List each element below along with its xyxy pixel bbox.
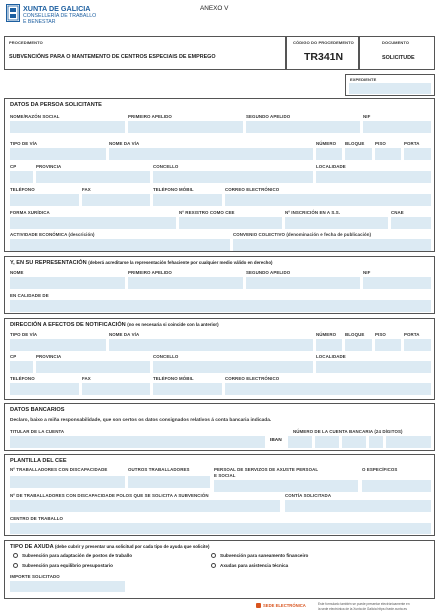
section-notification-heading: DIRECCIÓN A EFECTOS DE NOTIFICACIÓN (10, 322, 126, 328)
porta-field[interactable] (404, 148, 431, 160)
piso-field[interactable] (375, 148, 401, 160)
label-n-provincia: PROVINCIA (36, 354, 62, 359)
procedure-label: PROCEDIMENTO (9, 40, 43, 45)
expediente-field[interactable] (349, 83, 431, 94)
nome-field[interactable] (10, 121, 125, 133)
procedure-box (4, 36, 286, 70)
section-aid-type-heading: TIPO DE AXUDA (10, 544, 54, 550)
label-centro: CENTRO DE TRABALLO (10, 516, 64, 521)
section-representative (4, 256, 435, 314)
section-representative-note: (deberá acreditarse la representación fehaciente por cualquier medio válido en derecho) (88, 260, 273, 265)
n-tipovia-field[interactable] (10, 339, 106, 351)
titular-field[interactable] (10, 436, 265, 448)
section-applicant-title: DATOS DA PERSOA SOLICITANTE (10, 102, 102, 108)
label-saneamento: Subvención para saneamento financeiro (220, 553, 309, 558)
code-value: TR341N (304, 51, 344, 63)
label-cp: CP (10, 164, 17, 169)
dept-line2: E BENESTAR (23, 19, 56, 25)
concello-field[interactable] (153, 171, 313, 183)
section-notification-title (10, 322, 219, 328)
label-forma: FORMA XURÍDICA (10, 210, 50, 215)
label-n-bloque: BLOQUE (345, 332, 365, 337)
label-n-cp: CP (10, 354, 17, 359)
n-movil-field[interactable] (153, 383, 222, 395)
n-localidade-field[interactable] (316, 361, 431, 373)
forma-field[interactable] (10, 217, 176, 229)
actividade-field[interactable] (10, 239, 230, 251)
label-actividade: ACTIVIDADE ECONÓMICA (descrición) (10, 232, 95, 237)
section-representative-heading: Y, EN SU REPRESENTACIÓN (10, 260, 87, 266)
label-n-nomevia: NOME DA VÍA (109, 332, 140, 337)
section-aid-type (4, 540, 435, 599)
ncee-field[interactable] (179, 217, 282, 229)
bloque-field[interactable] (345, 148, 372, 160)
label-provincia: PROVINCIA (36, 164, 62, 169)
n-concello-field[interactable] (153, 361, 313, 373)
apelido2-field[interactable] (246, 121, 360, 133)
telefono-field[interactable] (10, 194, 79, 206)
document-box (359, 36, 435, 70)
radio-saneamento[interactable] (211, 553, 216, 558)
label-apelido2: SEGUNDO APELIDO (246, 114, 291, 119)
label-disc: Nº TRABALLADORES CON DISCAPACIDADE (10, 467, 108, 472)
email-field[interactable] (225, 194, 431, 206)
sede-label: SEDE ELECTRÓNICA (263, 603, 306, 608)
label-n-tipovia: TIPO DE VÍA (10, 332, 38, 337)
section-staff (4, 454, 435, 536)
label-nss: Nº INSCRICIÓN EN A S.S. (285, 210, 341, 215)
rep-nome-field[interactable] (10, 277, 125, 289)
footer-text-1: Este formulario también se puede presentar electrónicamente en (318, 602, 410, 606)
expediente-label: EXPEDIENTE (350, 77, 377, 82)
label-titular: TITULAR DE LA CUENTA (10, 429, 65, 434)
label-rep-nif: NIF (363, 270, 371, 275)
rep-apelido2-field[interactable] (246, 277, 360, 289)
nsolic-field[interactable] (10, 500, 280, 512)
nomevia-field[interactable] (109, 148, 313, 160)
section-applicant (4, 98, 435, 252)
label-n-localidade: LOCALIDADE (316, 354, 346, 359)
label-calidade: EN CALIDADE DE (10, 293, 49, 298)
label-n-concello: CONCELLO (153, 354, 179, 359)
iban-field[interactable] (288, 436, 312, 448)
label-email: CORREO ELECTRÓNICO (225, 187, 280, 192)
label-nomevia: NOME DA VÍA (109, 141, 140, 146)
label-persoal2: E SOCIAL (214, 473, 236, 478)
label-concello: CONCELLO (153, 164, 179, 169)
n-nomevia-field[interactable] (109, 339, 313, 351)
radio-adaptacion[interactable] (13, 553, 18, 558)
section-aid-type-title (10, 544, 209, 550)
entity-field[interactable] (315, 436, 339, 448)
n-piso-field[interactable] (375, 339, 401, 351)
n-email-field[interactable] (225, 383, 431, 395)
label-outros: OUTROS TRABALLADORES (128, 467, 190, 472)
nif-field[interactable] (363, 121, 431, 133)
label-especificos: O ESPECÍFICOS (362, 467, 398, 472)
fax-field[interactable] (82, 194, 150, 206)
label-asistencia: Axudas para asistencia técnica (220, 563, 289, 568)
n-numero-field[interactable] (316, 339, 342, 351)
label-rep-apelido2: SEGUNDO APELIDO (246, 270, 291, 275)
tipovia-field[interactable] (10, 148, 106, 160)
label-fax: FAX (82, 187, 91, 192)
code-box (286, 36, 359, 70)
section-notification (4, 318, 435, 400)
label-n-fax: FAX (82, 376, 91, 381)
label-persoal1: PERSOAL DE SERVIZOS DE AXUSTE PERSOAL (214, 467, 319, 472)
nss-field[interactable] (285, 217, 388, 229)
label-tipovia: TIPO DE VÍA (10, 141, 38, 146)
label-apelido1: PRIMEIRO APELIDO (128, 114, 172, 119)
label-equilibrio: Subvención para equilibrio presupostario (22, 563, 113, 568)
radio-asistencia[interactable] (211, 563, 216, 568)
importe-field[interactable] (10, 581, 125, 592)
section-bank-title: DATOS BANCARIOS (10, 407, 65, 413)
section-notification-note: (no es necesaria si coincide con la anterior) (127, 322, 219, 327)
bank-declaration: Declaro, baixo a miña responsabilidade, que son certos os datos consignados relativos á conta bancaria indicada. (10, 418, 272, 423)
label-cnae: CNAE (391, 210, 404, 215)
localidade-field[interactable] (316, 171, 431, 183)
label-nif: NIF (363, 114, 371, 119)
label-n-email: CORREO ELECTRÓNICO (225, 376, 280, 381)
especificos-field[interactable] (362, 480, 431, 492)
n-provincia-field[interactable] (36, 361, 150, 373)
provincia-field[interactable] (36, 171, 150, 183)
apelido1-field[interactable] (128, 121, 243, 133)
rep-nif-field[interactable] (363, 277, 431, 289)
dept-line1: CONSELLERÍA DE TRABALLO (23, 13, 97, 19)
label-n-movil: TELÉFONO MÓBIL (153, 376, 194, 381)
label-localidade: LOCALIDADE (316, 164, 346, 169)
footer-text-2: la sede electrónica de la Xunta de Galicia https://sede.xunta.es (318, 607, 407, 611)
org-name: XUNTA DE GALICIA (23, 4, 91, 13)
label-n-numero: NÚMERO (316, 332, 337, 337)
rep-apelido1-field[interactable] (128, 277, 243, 289)
n-telefono-field[interactable] (10, 383, 79, 395)
cp-field[interactable] (10, 171, 33, 183)
n-cp-field[interactable] (10, 361, 33, 373)
expediente-box (345, 74, 435, 96)
label-convenio: CONVENIO COLECTIVO (denominación e fecha de publicación) (233, 232, 372, 237)
office-field[interactable] (342, 436, 366, 448)
label-rep-apelido1: PRIMEIRO APELIDO (128, 270, 172, 275)
label-adaptacion: Subvención para adaptación de postos de traballo (22, 553, 133, 558)
document-label: DOCUMENTO (382, 40, 410, 45)
cnae-field[interactable] (391, 217, 431, 229)
annex-label: ANEXO V (200, 5, 229, 12)
label-telefono: TELÉFONO (10, 187, 35, 192)
coat-of-arms-icon (7, 5, 19, 21)
persoal-field[interactable] (214, 480, 358, 492)
xunta-logo (6, 4, 20, 22)
label-contia: CONTÍA SOLICITADA (285, 493, 332, 498)
section-bank (4, 403, 435, 451)
movil-field[interactable] (153, 194, 222, 206)
label-rep-nome: NOME (10, 270, 24, 275)
disc-field[interactable] (10, 476, 125, 488)
outros-field[interactable] (128, 476, 210, 488)
label-importe: IMPORTE SOLICITADO (10, 574, 60, 579)
code-label: CÓDIGO DO PROCEDEMENTO (293, 40, 354, 45)
section-aid-type-note: (debe cubrir y presentar una solicitud por cada tipo de ayuda que solicite) (54, 544, 210, 549)
label-movil: TELÉFONO MÓBIL (153, 187, 194, 192)
label-n-porta: PORTA (404, 332, 420, 337)
label-porta: PORTA (404, 141, 420, 146)
label-numero: NÚMERO (316, 141, 337, 146)
n-porta-field[interactable] (404, 339, 431, 351)
account-field[interactable] (386, 436, 431, 448)
iban-label: IBAN (270, 438, 282, 443)
n-bloque-field[interactable] (345, 339, 372, 351)
contia-field[interactable] (285, 500, 431, 512)
convenio-field[interactable] (233, 239, 431, 251)
calidade-field[interactable] (10, 300, 431, 312)
label-nsolic: Nº DE TRABALLADORES CON DISCAPACIDADE POLOS QUE SE SOLICITA A SUBVENCIÓN (10, 493, 209, 498)
label-piso: PISO (375, 141, 386, 146)
radio-equilibrio[interactable] (13, 563, 18, 568)
dc-field[interactable] (369, 436, 383, 448)
numero-field[interactable] (316, 148, 342, 160)
section-representative-title (10, 260, 272, 266)
label-n-piso: PISO (375, 332, 386, 337)
label-n-telefono: TELÉFONO (10, 376, 35, 381)
document-value: SOLICITUDE (382, 55, 415, 61)
label-nome: NOME/RAZÓN SOCIAL (10, 114, 60, 119)
label-numero-conta: NÚMERO DE LA CUENTA BANCARIA (24 DÍGITOS) (293, 429, 403, 434)
section-staff-title: PLANTILLA DEL CEE (10, 458, 67, 464)
label-ncee: Nº REXISTRO COMO CEE (179, 210, 235, 215)
sede-icon (256, 603, 261, 608)
procedure-title: SUBVENCIÓNS PARA O MANTEMENTO DE CENTROS ESPECIAIS DE EMPREGO (9, 54, 216, 60)
n-fax-field[interactable] (82, 383, 150, 395)
centro-field[interactable] (10, 523, 431, 534)
label-bloque: BLOQUE (345, 141, 365, 146)
